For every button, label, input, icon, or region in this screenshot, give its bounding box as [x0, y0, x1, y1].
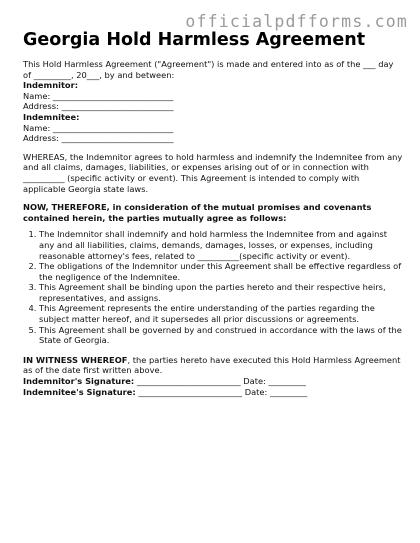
witness-lead: IN WITNESS WHEREOF — [23, 354, 128, 365]
clause-item: 5. This Agreement shall be governed by and construed in accordance with the laws of the State of Georgia. — [39, 325, 403, 346]
indemnitee-signature-line — [23, 387, 403, 398]
indemnitor-name-field: Name: _____________________________ — [23, 90, 174, 101]
indemnitor-signature-line — [23, 376, 403, 387]
indemnitee-signature-blank: _________________________ Date: _________ — [135, 386, 308, 397]
watermark: officialpdfforms.com — [185, 12, 408, 31]
indemnitee-heading: Indemnitee: — [23, 111, 80, 122]
now-therefore-paragraph: NOW, THEREFORE, in consideration of the mutual promises and covenants contained herein, the parties mutually agree as follows: — [23, 202, 372, 223]
indemnitor-signature-blank: _________________________ Date: _________ — [134, 376, 306, 387]
whereas-paragraph: WHEREAS, the Indemnitor agrees to hold harmless and indemnify the Indemnitee from any and all claims, damages, liabilities, or expenses arising out of or in connection with __________ (specific activity or event). This Agreement is intended to comply with applicable Georgia state laws. — [23, 151, 403, 194]
clause-item: 1. The Indemnitor shall indemnify and hold harmless the Indemnitee from and against any and all liabilities, claims, demands, damages, losses, or expenses, including reasonable attorney's fees, related to __________(specific activity or event). — [39, 229, 403, 261]
indemnitee-name-field: Name: _____________________________ — [23, 122, 174, 133]
clause-list — [23, 229, 403, 346]
document-title: Georgia Hold Harmless Agreement — [23, 30, 366, 50]
indemnitor-heading: Indemnitor: — [23, 80, 79, 91]
document-page — [23, 29, 403, 397]
indemnitee-address-field: Address: ___________________________ — [23, 133, 174, 144]
indemnitor-address-field: Address: ___________________________ — [23, 101, 174, 112]
indemnitee-signature-label: Indemnitee's Signature: — [23, 386, 136, 397]
clause-item: 4. This Agreement represents the entire understanding of the parties regarding the subject matter hereof, and it supersedes all prior discussions or agreements. — [39, 303, 403, 324]
witness-rest: , the parties hereto have executed this Hold Harmless Agreement as of the date first written above. — [23, 354, 401, 376]
intro-paragraph: This Hold Harmless Agreement ("Agreement") is made and entered into as of the ___ day of _________, 20___, by and between: — [23, 59, 394, 80]
witness-paragraph — [23, 355, 403, 376]
indemnitor-signature-label: Indemnitor's Signature: — [23, 376, 135, 387]
clause-item: 3. This Agreement shall be binding upon the parties hereto and their respective heirs, representatives, and assigns. — [39, 282, 403, 303]
clause-item: 2. The obligations of the Indemnitor under this Agreement shall be effective regardless of the negligence of the Indemnitee. — [39, 261, 403, 282]
